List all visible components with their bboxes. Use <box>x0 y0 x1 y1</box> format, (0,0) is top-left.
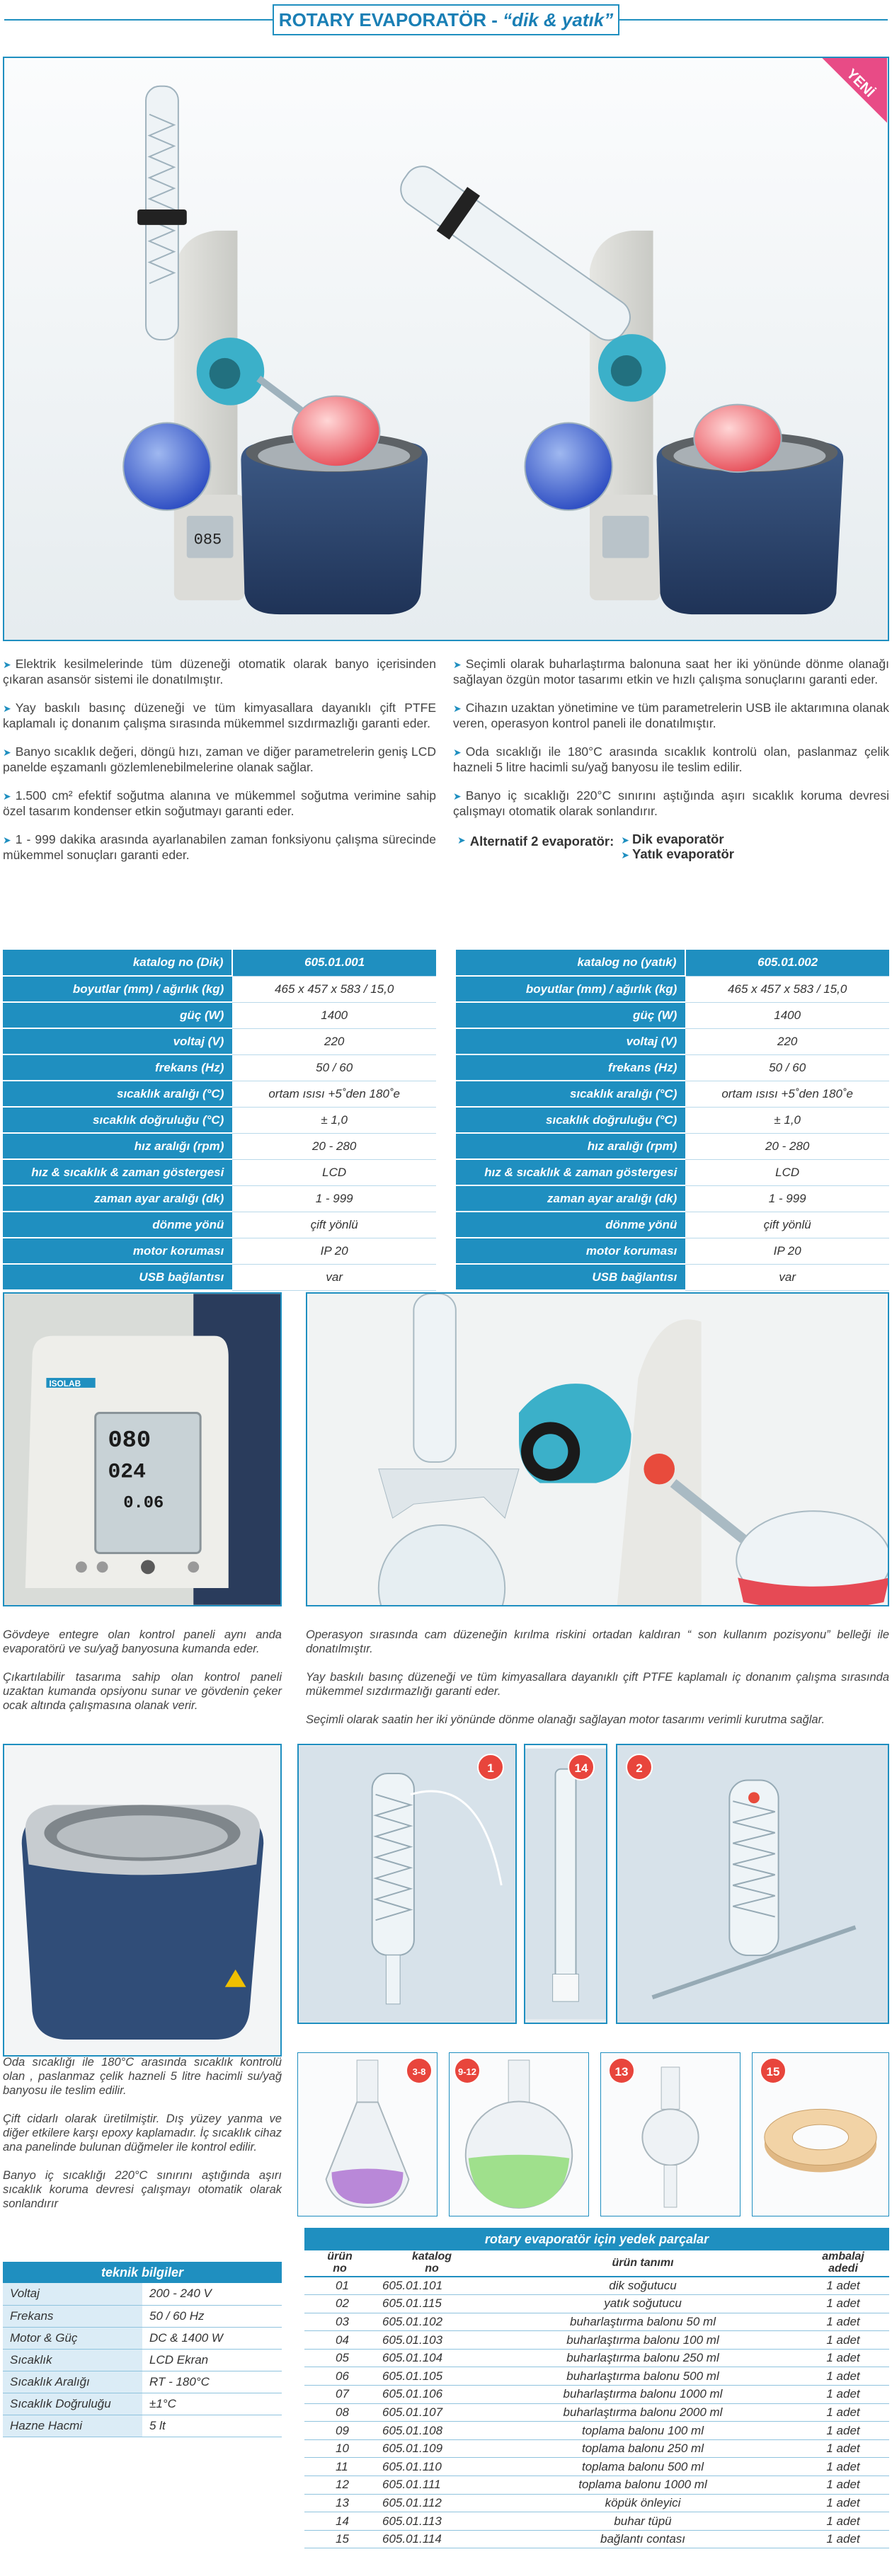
spec-label: hız aralığı (rpm) <box>3 1133 232 1159</box>
part-number: 07 <box>304 2386 375 2404</box>
arrow-icon: ➤ <box>453 790 462 802</box>
spec-label: voltaj (V) <box>3 1028 232 1054</box>
catalog-number: 605.01.107 <box>375 2403 488 2422</box>
part-badge: 2 <box>626 1754 653 1781</box>
caption-text: Çift cidarlı olarak üretilmiştir. Dış yüzey yanma ve diğer etkilere karşı epoxy kaplamadır. İç sıcaklık cihaz ana panelinde bulunan düğmeler ile kontrol edilir. <box>3 2112 282 2154</box>
spec-table <box>456 950 889 1291</box>
tech-info <box>3 2262 282 2437</box>
catalog-number: 605.01.002 <box>685 950 889 976</box>
spec-value: çift yönlü <box>232 1212 436 1238</box>
part-number: 12 <box>304 2476 375 2495</box>
bullet-item: ➤ Yay baskılı basınç düzeneği ve tüm kimyasallara dayanıklı çift PTFE kaplamalı iç donanım çalışma sırasında mükemmel sızdırmazlığı garanti eder. <box>3 701 436 730</box>
part-badge: 1 <box>477 1754 504 1781</box>
table-row <box>456 1028 889 1054</box>
spec-value: 465 x 457 x 583 / 15,0 <box>685 976 889 1002</box>
tilted-condenser-illustration <box>617 1745 888 2023</box>
table-row <box>3 2349 282 2371</box>
package-quantity: 1 adet <box>797 2494 889 2512</box>
tech-value: LCD Ekran <box>142 2349 282 2371</box>
catalog-number: 605.01.101 <box>375 2277 488 2295</box>
spec-label: hız & sıcaklık & zaman göstergesi <box>456 1159 685 1185</box>
spec-label: dönme yönü <box>456 1212 685 1238</box>
part-badge: 14 <box>568 1754 595 1781</box>
part-description: toplama balonu 1000 ml <box>488 2476 797 2495</box>
part-description: dik soğutucu <box>488 2277 797 2295</box>
arrow-icon: ➤ <box>3 747 11 758</box>
spec-label: hız aralığı (rpm) <box>456 1133 685 1159</box>
spec-label: sıcaklık doğruluğu (°C) <box>456 1107 685 1133</box>
table-row <box>304 2494 889 2512</box>
spec-label: frekans (Hz) <box>456 1054 685 1081</box>
spec-value: 1400 <box>685 1002 889 1028</box>
package-quantity: 1 adet <box>797 2313 889 2331</box>
table-row <box>304 2476 889 2495</box>
tech-table <box>3 2283 282 2437</box>
table-row <box>304 2349 889 2367</box>
page-title: ROTARY EVAPORATÖR - “dik & yatık” <box>273 4 619 35</box>
spec-label: boyutlar (mm) / ağırlık (kg) <box>3 976 232 1002</box>
spec-value: 220 <box>232 1028 436 1054</box>
spec-label: güç (W) <box>456 1002 685 1028</box>
table-row <box>3 1238 436 1264</box>
part-description: buharlaştırma balonu 50 ml <box>488 2313 797 2331</box>
svg-text:024: 024 <box>108 1459 146 1484</box>
table-row <box>3 1081 436 1107</box>
spec-label: USB bağlantısı <box>3 1264 232 1290</box>
glassware-photo <box>306 1292 889 1606</box>
package-quantity: 1 adet <box>797 2403 889 2422</box>
bullet-item: ➤ Elektrik kesilmelerinde tüm düzeneği otomatik olarak banyo içerisinden çıkaran asansör sistemi ile donatılmıştır. <box>3 657 436 686</box>
spec-value: 465 x 457 x 583 / 15,0 <box>232 976 436 1002</box>
part-number: 03 <box>304 2313 375 2331</box>
part-badge: 3-8 <box>406 2057 433 2084</box>
catalog-number: 605.01.115 <box>375 2295 488 2313</box>
bath-illustration <box>4 1745 280 2055</box>
table-row <box>3 2305 282 2327</box>
table-row <box>304 2530 889 2548</box>
table-row <box>3 1054 436 1081</box>
part-number: 14 <box>304 2512 375 2531</box>
spec-value: var <box>685 1264 889 1290</box>
table-row <box>456 1264 889 1290</box>
spec-table-yatik <box>456 950 889 1291</box>
tech-value: RT - 180°C <box>142 2371 282 2393</box>
catalog-label: katalog no (Dik) <box>3 950 232 976</box>
evaporation-flask-photo <box>297 2052 438 2216</box>
arrow-icon: ➤ <box>3 790 11 802</box>
tech-value: ±1°C <box>142 2393 282 2415</box>
table-row <box>456 1107 889 1133</box>
table-row <box>456 1185 889 1212</box>
bullet-item: ➤ Seçimli olarak buharlaştırma balonuna saat her iki yönünde dönme olanağı sağlayan özgün motor tasarımı etkin ve hızlı çalışma sonuçlarını garanti eder. <box>453 657 889 686</box>
spec-label: dönme yönü <box>3 1212 232 1238</box>
package-quantity: 1 adet <box>797 2512 889 2531</box>
catalog-number: 605.01.103 <box>375 2331 488 2350</box>
caption-glassware <box>306 1628 889 1741</box>
part-description: buharlaştırma balonu 2000 ml <box>488 2403 797 2422</box>
table-row <box>304 2386 889 2404</box>
part-description: yatık soğutucu <box>488 2295 797 2313</box>
part-badge: 9-12 <box>454 2057 481 2084</box>
spec-label: sıcaklık doğruluğu (°C) <box>3 1107 232 1133</box>
catalog-number: 605.01.106 <box>375 2386 488 2404</box>
tech-label: Frekans <box>3 2305 142 2327</box>
bullets-right <box>453 657 889 862</box>
catalog-number: 605.01.109 <box>375 2439 488 2458</box>
part-description: bağlantı contası <box>488 2530 797 2548</box>
table-row <box>304 2331 889 2350</box>
tech-value: 200 - 240 V <box>142 2283 282 2305</box>
table-row <box>3 1107 436 1133</box>
spare-parts-title: rotary evaporatör için yedek parçalar <box>304 2228 889 2250</box>
table-row <box>304 2277 889 2295</box>
arrow-icon: ➤ <box>3 703 11 714</box>
bullet-item: ➤ Banyo iç sıcaklığı 220°C sınırını aştığında aşırı sıcaklık koruma devresi çalışmayı otomatik olarak sonlandırır. <box>453 788 889 818</box>
column-header: ürün no <box>304 2250 375 2277</box>
spec-value: 1 - 999 <box>685 1185 889 1212</box>
part-badge: 13 <box>608 2057 635 2084</box>
catalog-number: 605.01.105 <box>375 2367 488 2386</box>
table-row <box>304 2403 889 2422</box>
arrow-icon: ➤ <box>3 834 11 846</box>
spec-value: LCD <box>685 1159 889 1185</box>
glassware-illustration <box>307 1294 888 1605</box>
spec-label: motor koruması <box>456 1238 685 1264</box>
svg-text:ISOLAB: ISOLAB <box>49 1378 81 1388</box>
bullet-item: ➤ 1 - 999 dakika arasında ayarlanabilen zaman fonksiyonu çalışma sürecinde mükemmel sonuçları garanti eder. <box>3 832 436 862</box>
catalog-label: katalog no (yatık) <box>456 950 685 976</box>
vertical-condenser-illustration <box>299 1745 515 2023</box>
part-number: 10 <box>304 2439 375 2458</box>
package-quantity: 1 adet <box>797 2295 889 2313</box>
catalog-number: 605.01.108 <box>375 2422 488 2440</box>
package-quantity: 1 adet <box>797 2458 889 2476</box>
spec-label: sıcaklık aralığı (°C) <box>3 1081 232 1107</box>
alternatives: ➤ Alternatif 2 evaporatör: ➤ Dik evaporatör ➤ Yatık evaporatör <box>457 832 734 861</box>
seal-photo <box>752 2052 889 2216</box>
title-bar <box>0 0 892 40</box>
arrow-icon: ➤ <box>453 703 462 714</box>
part-description: toplama balonu 250 ml <box>488 2439 797 2458</box>
part-description: buharlaştırma balonu 1000 ml <box>488 2386 797 2404</box>
tech-label: Motor & Güç <box>3 2327 142 2349</box>
bullet-item: ➤ 1.500 cm² efektif soğutma alanına ve mükemmel soğutma verimine sahip özel tasarım kondenser etkin soğutmayı garanti eder. <box>3 788 436 818</box>
bullets-left <box>3 657 436 876</box>
catalog-number: 605.01.114 <box>375 2530 488 2548</box>
table-row <box>304 2439 889 2458</box>
tech-label: Sıcaklık <box>3 2349 142 2371</box>
table-row <box>456 1081 889 1107</box>
table-row <box>304 2422 889 2440</box>
package-quantity: 1 adet <box>797 2422 889 2440</box>
spec-value: 220 <box>685 1028 889 1054</box>
spec-value: 50 / 60 <box>232 1054 436 1081</box>
column-header: katalog no <box>375 2250 488 2277</box>
part-number: 15 <box>304 2530 375 2548</box>
spec-label: güç (W) <box>3 1002 232 1028</box>
table-row <box>304 2313 889 2331</box>
tech-value: 50 / 60 Hz <box>142 2305 282 2327</box>
table-row <box>3 976 436 1002</box>
spec-value: var <box>232 1264 436 1290</box>
svg-text:085: 085 <box>193 531 222 549</box>
spec-label: zaman ayar aralığı (dk) <box>456 1185 685 1212</box>
spec-value: 1400 <box>232 1002 436 1028</box>
rotary-evaporator-illustration <box>4 58 888 640</box>
package-quantity: 1 adet <box>797 2331 889 2350</box>
caption-text: Banyo iç sıcaklığı 220°C sınırını aştığında aşırı sıcaklık koruma devresi çalışmayı otomatik olarak sonlandırır <box>3 2169 282 2210</box>
part-number: 05 <box>304 2349 375 2367</box>
table-row <box>456 1238 889 1264</box>
table-row <box>3 1212 436 1238</box>
tech-label: Hazne Hacmi <box>3 2415 142 2437</box>
part-number: 09 <box>304 2422 375 2440</box>
parts-table <box>304 2250 889 2548</box>
table-row <box>456 1054 889 1081</box>
table-row <box>304 2458 889 2476</box>
part-description: buharlaştırma balonu 500 ml <box>488 2367 797 2386</box>
spec-value: çift yönlü <box>685 1212 889 1238</box>
table-row <box>304 2295 889 2313</box>
spare-parts <box>304 2228 889 2548</box>
spec-value: 1 - 999 <box>232 1185 436 1212</box>
package-quantity: 1 adet <box>797 2476 889 2495</box>
bullet-item: ➤ Oda sıcaklığı ile 180°C arasında sıcaklık kontrolü olan, paslanmaz çelik hazneli 5 litre hacimli su/yağ banyosu ile teslim edilir. <box>453 744 889 774</box>
caption-text: Yay baskılı basınç düzeneği ve tüm kimyasallara dayanıklı çift PTFE kaplamalı iç donanım çalışma sırasında mükemmel sızdırmazlığı garanti eder. <box>306 1671 889 1698</box>
spec-value: IP 20 <box>685 1238 889 1264</box>
spec-value: 20 - 280 <box>685 1133 889 1159</box>
table-row <box>456 1002 889 1028</box>
svg-text:YENİ: YENİ <box>843 66 878 100</box>
spec-table <box>3 950 436 1291</box>
spec-value: 50 / 60 <box>685 1054 889 1081</box>
condenser-photo-2 <box>616 1744 889 2024</box>
caption-text: Oda sıcaklığı ile 180°C arasında sıcaklık kontrolü olan , paslanmaz çelik hazneli 5 litre hacimli su/yağ banyosu ile teslim edilir. <box>3 2056 282 2097</box>
part-number: 04 <box>304 2331 375 2350</box>
table-header-row <box>3 950 436 976</box>
svg-text:0.06: 0.06 <box>123 1494 164 1514</box>
bullet-item: ➤ Cihazın uzaktan yönetimine ve tüm parametrelerin USB ile aktarımına olanak veren, operasyon kontrol paneli ile donatılmıştır. <box>453 701 889 730</box>
part-number: 13 <box>304 2494 375 2512</box>
tech-value: 5 lt <box>142 2415 282 2437</box>
table-row <box>3 1002 436 1028</box>
part-description: köpük önleyici <box>488 2494 797 2512</box>
catalog-number: 605.01.104 <box>375 2349 488 2367</box>
catalog-number: 605.01.113 <box>375 2512 488 2531</box>
catalog-number: 605.01.111 <box>375 2476 488 2495</box>
spec-label: voltaj (V) <box>456 1028 685 1054</box>
spec-value: LCD <box>232 1159 436 1185</box>
part-description: buharlaştırma balonu 100 ml <box>488 2331 797 2350</box>
tech-label: Sıcaklık Aralığı <box>3 2371 142 2393</box>
spec-label: boyutlar (mm) / ağırlık (kg) <box>456 976 685 1002</box>
table-row <box>3 2283 282 2305</box>
part-number: 06 <box>304 2367 375 2386</box>
spec-label: motor koruması <box>3 1238 232 1264</box>
spec-label: zaman ayar aralığı (dk) <box>3 1185 232 1212</box>
part-description: toplama balonu 500 ml <box>488 2458 797 2476</box>
spec-label: hız & sıcaklık & zaman göstergesi <box>3 1159 232 1185</box>
part-number: 01 <box>304 2277 375 2295</box>
control-panel-photo <box>3 1292 282 1606</box>
spec-value: ± 1,0 <box>232 1107 436 1133</box>
caption-control-panel <box>3 1628 282 1727</box>
table-row <box>304 2512 889 2531</box>
part-description: buhar tüpü <box>488 2512 797 2531</box>
tech-label: Voltaj <box>3 2283 142 2305</box>
package-quantity: 1 adet <box>797 2530 889 2548</box>
spec-value: IP 20 <box>232 1238 436 1264</box>
table-row <box>3 1028 436 1054</box>
part-description: toplama balonu 100 ml <box>488 2422 797 2440</box>
bullet-item: ➤ Banyo sıcaklık değeri, döngü hızı, zaman ve diğer parametrelerin geniş LCD panelde eşzamanlı gözlemlenebilmelerine olanak sağlar. <box>3 744 436 774</box>
arrow-icon: ➤ <box>453 747 462 758</box>
table-row <box>3 2371 282 2393</box>
table-row <box>3 2327 282 2349</box>
column-header: ambalaj adedi <box>797 2250 889 2277</box>
hero-photo <box>3 57 889 641</box>
catalog-number: 605.01.112 <box>375 2494 488 2512</box>
caption-text: Gövdeye entegre olan kontrol paneli aynı anda evaporatörü ve su/yağ banyosuna kumanda eder. <box>3 1628 282 1655</box>
bath-photo <box>3 1744 282 2057</box>
caption-text: Operasyon sırasında cam düzeneğin kırılma riskini ortadan kaldıran “ son kullanım pozisyonu” belleği ile donatılmıştır. <box>306 1628 889 1655</box>
tech-info-title: teknik bilgiler <box>3 2262 282 2283</box>
part-number: 02 <box>304 2295 375 2313</box>
spec-label: sıcaklık aralığı (°C) <box>456 1081 685 1107</box>
catalog-number: 605.01.001 <box>232 950 436 976</box>
table-row <box>304 2367 889 2386</box>
table-row <box>3 1264 436 1290</box>
caption-text: Seçimli olarak saatin her iki yönünde dönme olanağı sağlayan motor tasarımı verimli kurutma sağlar. <box>306 1713 825 1726</box>
table-row <box>456 976 889 1002</box>
part-badge: 15 <box>760 2057 787 2084</box>
arrow-icon: ➤ <box>621 834 630 846</box>
spec-value: 20 - 280 <box>232 1133 436 1159</box>
spec-value: ortam ısısı +5˚den 180˚e <box>685 1081 889 1107</box>
tech-value: DC & 1400 W <box>142 2327 282 2349</box>
svg-text:080: 080 <box>108 1427 151 1455</box>
package-quantity: 1 adet <box>797 2386 889 2404</box>
part-number: 11 <box>304 2458 375 2476</box>
table-row <box>3 1185 436 1212</box>
foam-trap-photo <box>600 2052 741 2216</box>
package-quantity: 1 adet <box>797 2367 889 2386</box>
vapor-tube-photo <box>524 1744 607 2024</box>
caption-bath <box>3 2055 282 2225</box>
table-row <box>3 1133 436 1159</box>
table-row <box>3 2415 282 2437</box>
condenser-photo-1 <box>297 1744 517 2024</box>
package-quantity: 1 adet <box>797 2277 889 2295</box>
column-header: ürün tanımı <box>488 2250 797 2277</box>
spec-label: frekans (Hz) <box>3 1054 232 1081</box>
part-number: 08 <box>304 2403 375 2422</box>
arrow-icon: ➤ <box>621 849 630 861</box>
package-quantity: 1 adet <box>797 2349 889 2367</box>
spec-label: USB bağlantısı <box>456 1264 685 1290</box>
arrow-icon: ➤ <box>3 659 11 670</box>
table-header-row <box>304 2250 889 2277</box>
vapor-tube-illustration <box>525 1745 606 2023</box>
table-row <box>3 1159 436 1185</box>
arrow-icon: ➤ <box>453 659 462 670</box>
catalog-number: 605.01.110 <box>375 2458 488 2476</box>
spec-value: ortam ısısı +5˚den 180˚e <box>232 1081 436 1107</box>
table-header-row <box>456 950 889 976</box>
tech-label: Sıcaklık Doğruluğu <box>3 2393 142 2415</box>
spec-table-dik <box>3 950 436 1291</box>
catalog-number: 605.01.102 <box>375 2313 488 2331</box>
table-row <box>456 1159 889 1185</box>
package-quantity: 1 adet <box>797 2439 889 2458</box>
control-panel-illustration <box>4 1294 280 1605</box>
part-description: buharlaştırma balonu 250 ml <box>488 2349 797 2367</box>
spec-value: ± 1,0 <box>685 1107 889 1133</box>
caption-text: Çıkartılabilir tasarıma sahip olan kontrol paneli uzaktan kumanda opsiyonu sunar ve gövdenin çeker ocak altında çalışmasına olanak verir. <box>3 1671 282 1712</box>
table-row <box>456 1133 889 1159</box>
table-row <box>456 1212 889 1238</box>
collection-flask-photo <box>449 2052 589 2216</box>
arrow-icon: ➤ <box>457 834 466 846</box>
table-row <box>3 2393 282 2415</box>
